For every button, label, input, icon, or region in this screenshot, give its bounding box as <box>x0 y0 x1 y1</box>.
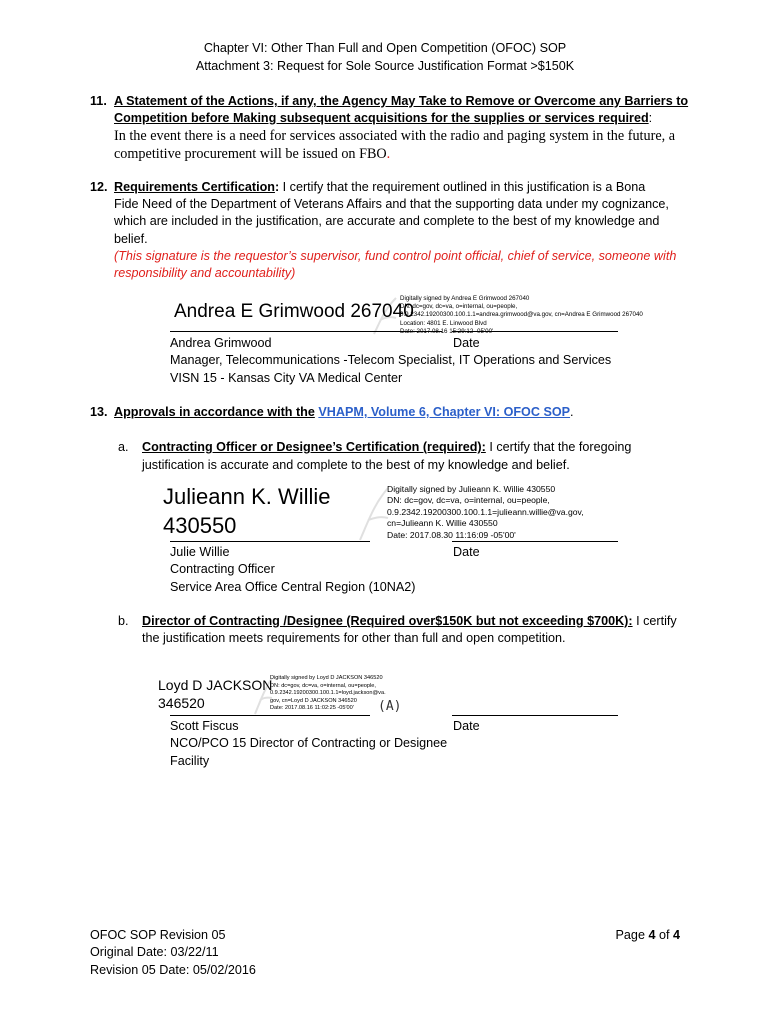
section-12-number: 12. <box>90 180 108 194</box>
section-13-number: 13. <box>90 405 108 419</box>
header-line-2: Attachment 3: Request for Sole Source Justification Format >$150K <box>195 59 575 73</box>
signature-julieann-willie-line-1: Julieann K. Willie <box>163 484 331 509</box>
date-label-grimwood: Date <box>453 336 480 350</box>
signer-title-fiscus: NCO/PCO 15 Director of Contracting or Designee <box>170 736 448 750</box>
signature-loyd-jackson-line-1: Loyd D JACKSON <box>158 677 273 693</box>
signer-name-grimwood: Andrea Grimwood <box>170 336 272 350</box>
section-13-heading-line <box>114 405 574 419</box>
section-12-line-3: which are included in the justification, are accurate and complete to the best of my knowledge and <box>114 214 660 228</box>
section-13a-line-2: justification is accurate and complete to the best of my knowledge and belief. <box>142 458 570 472</box>
section-12-line-4: belief. <box>114 232 148 246</box>
digital-signature-willie <box>387 484 584 541</box>
section-12-note-line-2: responsibility and accountability) <box>114 266 296 280</box>
signature-line-grimwood <box>170 331 442 332</box>
section-13b-line-2: the justification meets requirements for other than full and open competition. <box>142 631 566 645</box>
section-11-body-line-2 <box>114 146 390 163</box>
date-line-grimwood <box>452 331 618 332</box>
digital-line: Date: 2017.08.16 15:29:12 -05'00' <box>400 327 494 335</box>
section-13b-line-1 <box>142 614 677 628</box>
digital-line: Digitally signed by Loyd D JACKSON 346520 <box>270 675 383 681</box>
section-11-body-period: . <box>386 146 391 162</box>
signer-org-grimwood: VISN 15 - Kansas City VA Medical Center <box>170 371 403 385</box>
section-13a-letter: a. <box>118 440 129 454</box>
date-label-fiscus: Date <box>453 719 480 733</box>
signer-name-fiscus: Scott Fiscus <box>170 719 239 733</box>
footer-revision-date: Revision 05 Date: 05/02/2016 <box>90 963 256 977</box>
section-13b-letter: b. <box>118 614 129 628</box>
section-13a-heading: Contracting Officer or Designee’s Certification (required): <box>142 440 486 454</box>
section-11-body-text: competitive procurement will be issued on FBO <box>114 146 387 162</box>
footer-original-date: Original Date: 03/22/11 <box>90 945 219 959</box>
digital-line: Date: 2017.08.16 11:02:25 -05'00' <box>270 705 354 712</box>
section-13a-text: I certify that the foregoing <box>485 440 632 454</box>
signer-org-willie: Service Area Office Central Region (10NA2) <box>170 580 416 594</box>
section-13-heading: Approvals in accordance with the <box>114 405 315 419</box>
section-11-number: 11. <box>90 94 107 108</box>
digital-line: DN: dc=gov, dc=va, o=internal, ou=people, <box>400 303 518 311</box>
section-13b-text: I certify <box>632 614 677 628</box>
section-12-line-1 <box>114 180 645 194</box>
page-of: of <box>655 928 673 942</box>
digital-line: DN: dc=gov, dc=va, o=internal, ou=people, <box>270 682 376 689</box>
signature-loyd-jackson-line-2: 346520 <box>158 695 205 711</box>
digital-line: DN: dc=gov, dc=va, o=internal, ou=people, <box>387 495 550 506</box>
footer-revision: OFOC SOP Revision 05 <box>90 928 226 942</box>
date-label-willie: Date <box>453 545 480 559</box>
digital-line: 0.9.2342.19200300.100.1.1=loyd.jackson@va. <box>270 690 386 697</box>
vhapm-ofoc-sop-link[interactable]: VHAPM, Volume 6, Chapter VI: OFOC SOP <box>318 405 571 419</box>
signature-andrea-grimwood: Andrea E Grimwood 267040 <box>174 301 414 322</box>
section-13a-line-1 <box>142 440 631 454</box>
signature-julieann-willie-line-2: 430550 <box>163 513 237 538</box>
digital-line: Date: 2017.08.30 11:16:09 -05'00' <box>387 529 516 540</box>
digital-line: cn=Julieann K. Willie 430550 <box>387 518 498 529</box>
page-total: 4 <box>672 928 680 942</box>
section-11-colon: : <box>648 111 653 125</box>
digital-line: gov, cn=Loyd D JACKSON 346520 <box>270 697 357 704</box>
digital-line: 0.9.2342.19200300.100.1.1=andrea.grimwood@va.gov, cn=Andrea E Grimwood 267040 <box>400 311 643 319</box>
section-13-period: . <box>570 405 574 419</box>
section-12-label: Requirements Certification <box>114 180 275 194</box>
date-line-willie <box>452 541 618 542</box>
signature-line-jackson <box>170 715 370 716</box>
digital-signature-jackson <box>270 675 386 713</box>
digital-line: Digitally signed by Andrea E Grimwood 267040 <box>400 295 530 302</box>
header-line-1: Chapter VI: Other Than Full and Open Competition (OFOC) SOP <box>203 41 567 55</box>
section-12-colon: : <box>274 180 280 194</box>
section-11-heading-line-2 <box>114 111 652 125</box>
section-11-heading-part-2: Competition before Making subsequent acquisitions for the supplies or services required <box>114 111 649 125</box>
section-12-text: I certify that the requirement outlined in this justification is a Bona <box>279 180 646 194</box>
date-line-jackson <box>452 715 618 716</box>
signer-org-fiscus: Facility <box>170 754 210 768</box>
signer-title-willie: Contracting Officer <box>170 562 275 576</box>
section-11-heading: A Statement of the Actions, if any, the Agency May Take to Remove or Overcome any Barriers to <box>114 94 689 108</box>
page-prefix: Page <box>615 928 649 942</box>
section-13b-heading: Director of Contracting /Designee (Required over$150K but not exceeding $700K): <box>142 614 633 628</box>
digital-line: Digitally signed by Julieann K. Willie 430550 <box>387 484 556 494</box>
handwritten-mark-a: (A) <box>378 699 402 714</box>
page-number <box>616 928 680 942</box>
signer-title-grimwood: Manager, Telecommunications -Telecom Specialist, IT Operations and Services <box>170 353 612 367</box>
signer-name-willie: Julie Willie <box>170 545 230 559</box>
section-12-line-2: Fide Need of the Department of Veterans Affairs and that the supporting data under my cognizance, <box>114 197 669 211</box>
section-11-body-line-1: In the event there is a need for services associated with the radio and paging system in the future, a <box>114 128 676 144</box>
signature-line-willie <box>170 541 370 542</box>
page-current: 4 <box>648 928 656 942</box>
section-12-note-line-1: (This signature is the requestor’s supervisor, fund control point official, chief of service, someone with <box>114 249 677 263</box>
digital-line: 0.9.2342.19200300.100.1.1=julieann.willie@va.gov, <box>387 506 584 517</box>
digital-signature-grimwood <box>400 295 643 336</box>
digital-line: Location: 4801 E. Linwood Blvd <box>400 319 487 327</box>
